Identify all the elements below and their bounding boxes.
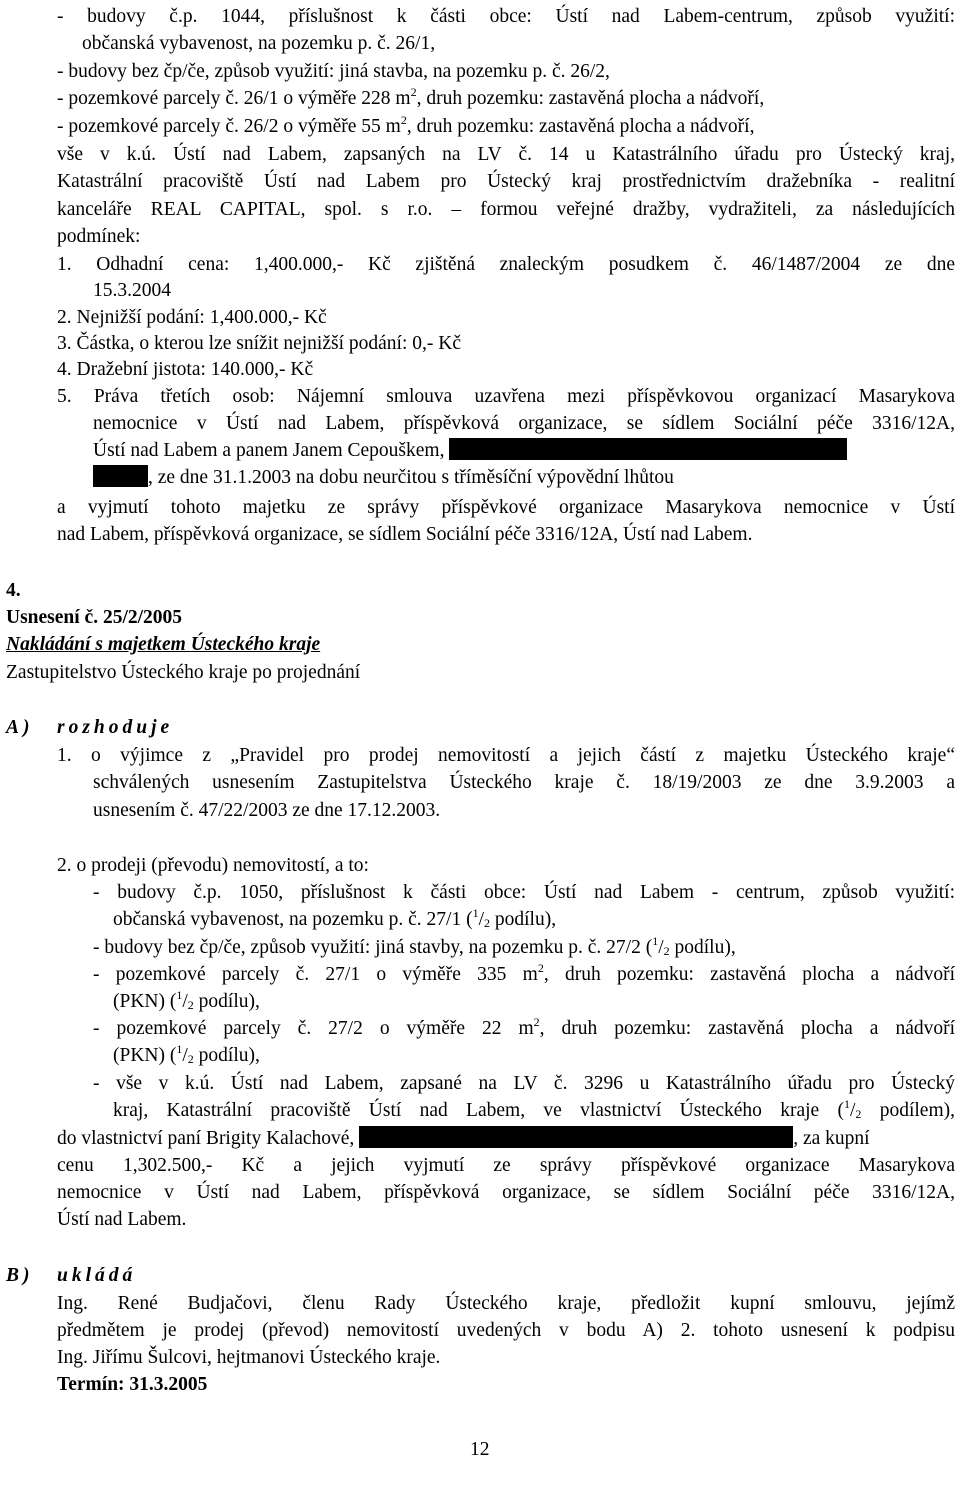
task-line: předmětem je prodej (převod) nemovitostí uvedených v bodu A) 2. tohoto usnesení k podpisu [57, 1320, 955, 1341]
condition-line: 2. Nejnižší podání: 1,400.000,- Kč [57, 307, 327, 328]
property-line: - budovy bez čp/če, způsob využití: jiná stavby, na pozemku p. č. 27/2 ($^1/_2$ podílu), [93, 934, 736, 958]
condition-line: 4. Dražební jistota: 140.000,- Kč [57, 359, 314, 380]
condition-line: nemocnice v Ústí nad Labem, příspěvková organizace, se sídlem Sociální péče 3316/12A, [93, 413, 955, 434]
list-line: občanská vybavenost, na pozemku p. č. 26/1, [82, 33, 436, 54]
decision-line: usnesením č. 47/22/2003 ze dne 17.12.2003. [93, 800, 441, 821]
property-line: - vše v k.ú. Ústí nad Labem, zapsané na LV č. 3296 u Katastrálního úřadu pro Ústecký [93, 1073, 955, 1094]
list-line: kanceláře REAL CAPITAL, spol. s r.o. – formou veřejné dražby, vydražiteli, za následujících [57, 199, 955, 220]
condition-line: 5. Práva třetích osob: Nájemní smlouva uzavřena mezi příspěvkovou organizací Masarykova [57, 386, 955, 407]
condition-line: Ústí nad Labem a panem Janem Cepouškem, [93, 438, 847, 464]
list-line: Katastrální pracoviště Ústí nad Labem pro Ústecký kraj prostřednictvím dražebníka - realitní [57, 171, 955, 192]
condition-line: , ze dne 31.1.2003 na dobu neurčitou s tříměsíční výpovědní lhůtou [93, 465, 674, 491]
part-b-verb: ukládá [57, 1265, 137, 1286]
property-line: - budovy č.p. 1050, příslušnost k části obce: Ústí nad Labem - centrum, způsob využití: [93, 882, 955, 903]
redaction-block [449, 438, 847, 460]
transfer-line: nemocnice v Ústí nad Labem, příspěvková organizace, se sídlem Sociální péče 3316/12A, [57, 1182, 955, 1203]
list-line: - pozemkové parcely č. 26/2 o výměře 55 $m^2$, druh pozemku: zastavěná plocha a nádvoří, [57, 113, 755, 137]
condition-line: nad Labem, příspěvková organizace, se sídlem Sociální péče 3316/12A, Ústí nad Labem. [57, 524, 753, 545]
list-line: - budovy č.p. 1044, příslušnost k části obce: Ústí nad Labem-centrum, způsob využití: [57, 6, 955, 27]
list-line: - pozemkové parcely č. 26/1 o výměře 228 $m^2$, druh pozemku: zastavěná plocha a nádvoří, [57, 85, 765, 109]
property-line: občanská vybavenost, na pozemku p. č. 27/1 ($^1/_2$ podílu), [113, 906, 557, 930]
property-line: (PKN) ($^1/_2$ podílu), [113, 988, 260, 1012]
resolution-intro: Zastupitelstvo Ústeckého kraje po projednání [6, 662, 361, 683]
decision-line: 1. o výjimce z „Pravidel pro prodej nemovitostí a jejich částí z majetku Ústeckého kraje“ [57, 745, 955, 766]
task-line: Ing. René Budjačovi, členu Rady Ústeckého kraje, předložit kupní smlouvu, jejímž [57, 1293, 955, 1314]
list-line: - budovy bez čp/če, způsob využití: jiná stavba, na pozemku p. č. 26/2, [57, 61, 610, 82]
task-line: Ing. Jiřímu Šulcovi, hejtmanovi Ústeckého kraje. [57, 1347, 441, 1368]
decision-line: schválených usnesením Zastupitelstva Ústeckého kraje č. 18/19/2003 ze dne 3.9.2003 a [93, 772, 955, 793]
page-number: 12 [470, 1439, 490, 1460]
condition-line: 1. Odhadní cena: 1,400.000,- Kč zjištěná znaleckým posudkem č. 46/1487/2004 ze dne [57, 254, 955, 275]
condition-line: a vyjmutí tohoto majetku ze správy příspěvkové organizace Masarykova nemocnice v Ústí [57, 497, 955, 518]
condition-line: 15.3.2004 [93, 280, 171, 301]
list-line: vše v k.ú. Ústí nad Labem, zapsaných na LV č. 14 u Katastrálního úřadu pro Ústecký kraj, [57, 144, 955, 165]
section-number: 4. [6, 580, 21, 601]
resolution-subject: Nakládání s majetkem Ústeckého kraje [6, 634, 321, 655]
part-a-label: A) [6, 717, 34, 738]
part-a-verb: rozhoduje [57, 717, 174, 738]
transfer-line: Ústí nad Labem. [57, 1209, 187, 1230]
deadline: Termín: 31.3.2005 [57, 1374, 208, 1395]
resolution-number: Usnesení č. 25/2/2005 [6, 607, 183, 628]
transfer-line: cenu 1,302.500,- Kč a jejich vyjmutí ze správy příspěvkové organizace Masarykova [57, 1155, 955, 1176]
property-line: - pozemkové parcely č. 27/2 o výměře 22 $m^2$, druh pozemku: zastavěná plocha a nádvoří [93, 1015, 956, 1039]
property-line: - pozemkové parcely č. 27/1 o výměře 335 $m^2$, druh pozemku: zastavěná plocha a nádvoří [93, 961, 955, 985]
list-line: podmínek: [57, 226, 141, 247]
redaction-block [93, 465, 148, 487]
condition-line: 3. Částka, o kterou lze snížit nejnižší podání: 0,- Kč [57, 333, 461, 354]
property-line: kraj, Katastrální pracoviště Ústí nad Labem, ve vlastnictví Ústeckého kraje ($^1/_2$ podílem), [113, 1097, 956, 1121]
redaction-block [359, 1126, 793, 1148]
decision-line: 2. o prodeji (převodu) nemovitostí, a to: [57, 855, 369, 876]
part-b-label: B) [6, 1265, 34, 1286]
property-line: (PKN) ($^1/_2$ podílu), [113, 1042, 260, 1066]
transfer-line: do vlastnictví paní Brigity Kalachové, , za kupní [57, 1128, 870, 1149]
